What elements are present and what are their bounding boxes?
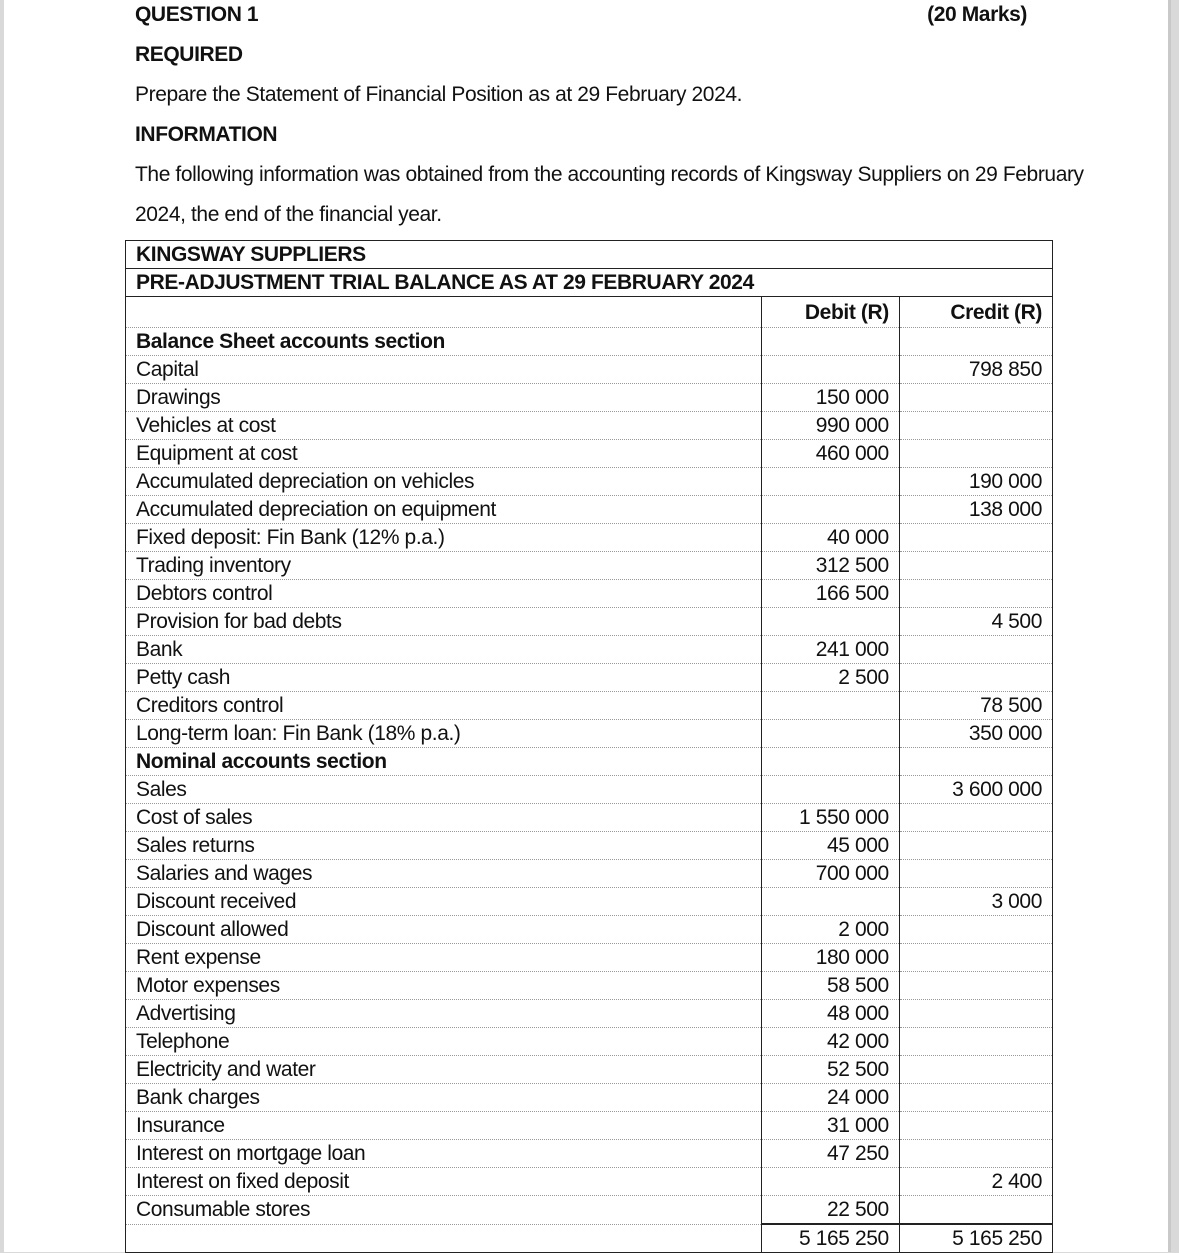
debit-amount: 166 500 [761, 580, 899, 608]
required-text: Prepare the Statement of Financial Position as at 29 February 2024. [135, 83, 743, 106]
account-label: Electricity and water [126, 1056, 762, 1084]
information-heading: INFORMATION [135, 123, 278, 146]
account-row [126, 1084, 1053, 1112]
account-label: Bank [126, 636, 762, 664]
account-row [126, 356, 1053, 384]
account-label: Consumable stores [126, 1196, 762, 1225]
account-label: Bank charges [126, 1084, 762, 1112]
debit-amount [761, 328, 899, 356]
company-name-row [126, 241, 1053, 269]
section-row [126, 748, 1053, 776]
total-label [126, 1224, 762, 1253]
trial-balance-table [125, 240, 1053, 1253]
account-label: Equipment at cost [126, 440, 762, 468]
account-row [126, 720, 1053, 748]
account-row [126, 832, 1053, 860]
account-row [126, 496, 1053, 524]
account-label: Long-term loan: Fin Bank (18% p.a.) [126, 720, 762, 748]
credit-amount [899, 524, 1052, 552]
account-row [126, 804, 1053, 832]
debit-amount [761, 692, 899, 720]
account-label: Cost of sales [126, 804, 762, 832]
credit-amount [899, 916, 1052, 944]
debit-amount: 700 000 [761, 860, 899, 888]
credit-amount [899, 412, 1052, 440]
debit-amount: 990 000 [761, 412, 899, 440]
account-row [126, 608, 1053, 636]
debit-amount [761, 888, 899, 916]
account-row [126, 944, 1053, 972]
total-row [126, 1224, 1053, 1253]
credit-amount: 3 600 000 [899, 776, 1052, 804]
account-label: Vehicles at cost [126, 412, 762, 440]
debit-amount: 1 550 000 [761, 804, 899, 832]
account-label: Accumulated depreciation on equipment [126, 496, 762, 524]
account-label: Telephone [126, 1028, 762, 1056]
debit-amount: 2 500 [761, 664, 899, 692]
account-row [126, 440, 1053, 468]
credit-amount [899, 1112, 1052, 1140]
credit-amount: 3 000 [899, 888, 1052, 916]
debit-amount: 48 000 [761, 1000, 899, 1028]
credit-amount: 78 500 [899, 692, 1052, 720]
debit-amount: 40 000 [761, 524, 899, 552]
credit-amount [899, 552, 1052, 580]
account-label: Debtors control [126, 580, 762, 608]
credit-amount [899, 1196, 1052, 1225]
debit-amount [761, 608, 899, 636]
debit-amount [761, 1168, 899, 1196]
credit-amount [899, 664, 1052, 692]
trial-balance-title: PRE-ADJUSTMENT TRIAL BALANCE AS AT 29 FEBRUARY 2024 [126, 269, 1053, 297]
debit-amount: 241 000 [761, 636, 899, 664]
account-label: Balance Sheet accounts section [126, 328, 762, 356]
debit-amount: 47 250 [761, 1140, 899, 1168]
account-row [126, 412, 1053, 440]
account-row [126, 1028, 1053, 1056]
account-label: Accumulated depreciation on vehicles [126, 468, 762, 496]
credit-column-header: Credit (R) [899, 297, 1052, 328]
credit-amount [899, 972, 1052, 1000]
account-row [126, 888, 1053, 916]
debit-amount: 31 000 [761, 1112, 899, 1140]
credit-amount [899, 804, 1052, 832]
credit-amount [899, 1000, 1052, 1028]
debit-amount: 52 500 [761, 1056, 899, 1084]
credit-amount [899, 580, 1052, 608]
account-label: Discount allowed [126, 916, 762, 944]
account-label: Advertising [126, 1000, 762, 1028]
account-label: Petty cash [126, 664, 762, 692]
credit-amount [899, 860, 1052, 888]
credit-amount [899, 944, 1052, 972]
debit-amount [761, 776, 899, 804]
debit-amount [761, 468, 899, 496]
account-row [126, 1112, 1053, 1140]
account-row [126, 636, 1053, 664]
account-label: Nominal accounts section [126, 748, 762, 776]
debit-amount: 45 000 [761, 832, 899, 860]
account-row [126, 664, 1053, 692]
credit-amount [899, 1056, 1052, 1084]
account-label: Rent expense [126, 944, 762, 972]
account-label: Sales returns [126, 832, 762, 860]
account-row [126, 776, 1053, 804]
account-row [126, 524, 1053, 552]
account-row [126, 916, 1053, 944]
account-row [126, 1196, 1053, 1225]
account-label: Sales [126, 776, 762, 804]
account-label: Interest on fixed deposit [126, 1168, 762, 1196]
company-name: KINGSWAY SUPPLIERS [126, 241, 1053, 269]
account-label: Interest on mortgage loan [126, 1140, 762, 1168]
account-row [126, 692, 1053, 720]
required-heading: REQUIRED [135, 43, 243, 66]
page-edge-shadow [1168, 0, 1171, 1252]
account-label: Discount received [126, 888, 762, 916]
credit-amount [899, 1084, 1052, 1112]
document-page [4, 0, 1168, 1252]
credit-amount [899, 384, 1052, 412]
credit-amount [899, 832, 1052, 860]
account-row [126, 580, 1053, 608]
debit-amount: 22 500 [761, 1196, 899, 1225]
debit-amount [761, 356, 899, 384]
account-label: Motor expenses [126, 972, 762, 1000]
information-text-line-1: The following information was obtained from the accounting records of Kingsway Suppliers on 29 February [135, 163, 1084, 186]
credit-amount: 4 500 [899, 608, 1052, 636]
credit-amount [899, 1028, 1052, 1056]
debit-amount [761, 748, 899, 776]
credit-amount [899, 440, 1052, 468]
credit-amount [899, 748, 1052, 776]
debit-amount: 312 500 [761, 552, 899, 580]
account-row [126, 1056, 1053, 1084]
total-debit: 5 165 250 [761, 1224, 899, 1253]
account-row [126, 1140, 1053, 1168]
account-label: Salaries and wages [126, 860, 762, 888]
credit-amount: 2 400 [899, 1168, 1052, 1196]
account-row [126, 468, 1053, 496]
debit-amount: 150 000 [761, 384, 899, 412]
account-label: Capital [126, 356, 762, 384]
column-header-blank [126, 297, 762, 328]
column-header-row [126, 297, 1053, 328]
debit-amount: 58 500 [761, 972, 899, 1000]
account-label: Trading inventory [126, 552, 762, 580]
information-text-line-2: 2024, the end of the financial year. [135, 203, 442, 226]
debit-amount [761, 720, 899, 748]
credit-amount: 138 000 [899, 496, 1052, 524]
credit-amount: 350 000 [899, 720, 1052, 748]
question-marks: (20 Marks) [927, 3, 1027, 26]
trial-balance-title-row [126, 269, 1053, 297]
credit-amount [899, 636, 1052, 664]
debit-amount [761, 496, 899, 524]
debit-column-header: Debit (R) [761, 297, 899, 328]
debit-amount: 42 000 [761, 1028, 899, 1056]
account-row [126, 552, 1053, 580]
credit-amount: 190 000 [899, 468, 1052, 496]
debit-amount: 460 000 [761, 440, 899, 468]
debit-amount: 180 000 [761, 944, 899, 972]
account-label: Provision for bad debts [126, 608, 762, 636]
credit-amount: 798 850 [899, 356, 1052, 384]
account-row [126, 1168, 1053, 1196]
account-row [126, 384, 1053, 412]
account-row [126, 860, 1053, 888]
account-label: Fixed deposit: Fin Bank (12% p.a.) [126, 524, 762, 552]
question-title: QUESTION 1 [135, 3, 259, 26]
account-label: Insurance [126, 1112, 762, 1140]
account-row [126, 972, 1053, 1000]
account-label: Drawings [126, 384, 762, 412]
total-credit: 5 165 250 [899, 1224, 1052, 1253]
account-label: Creditors control [126, 692, 762, 720]
debit-amount: 2 000 [761, 916, 899, 944]
credit-amount [899, 328, 1052, 356]
account-row [126, 1000, 1053, 1028]
credit-amount [899, 1140, 1052, 1168]
section-row [126, 328, 1053, 356]
debit-amount: 24 000 [761, 1084, 899, 1112]
